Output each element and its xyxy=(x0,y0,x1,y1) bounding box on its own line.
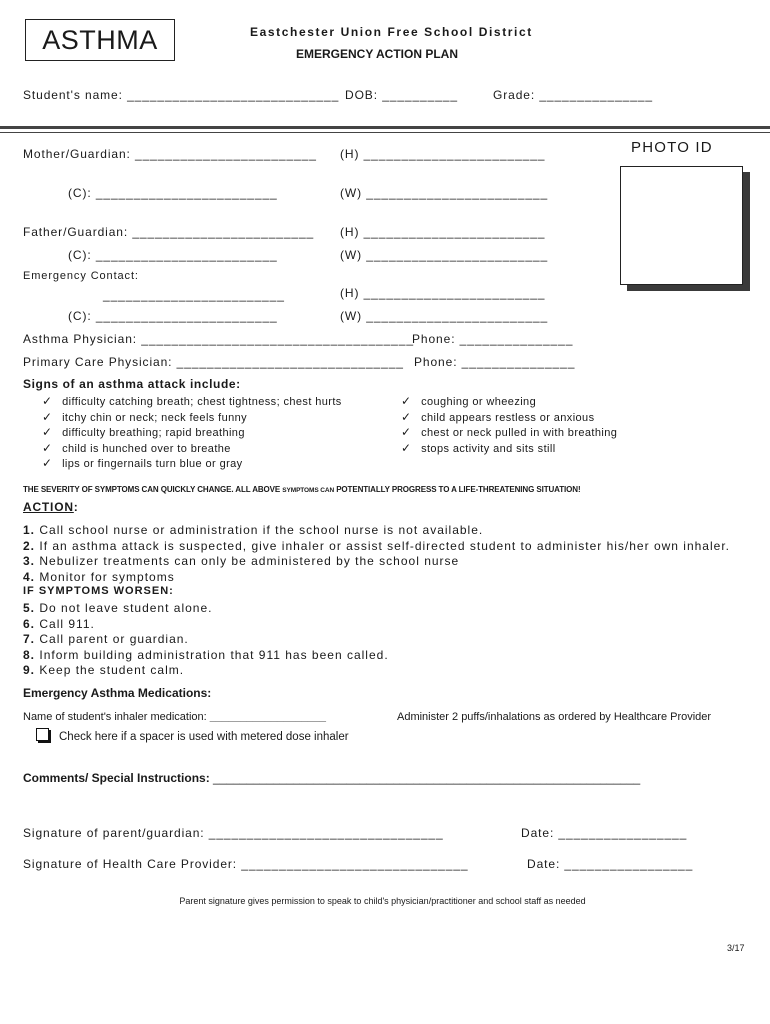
provider-date-label: Date: xyxy=(527,857,561,871)
sign-text: itchy chin or neck; neck feels funny xyxy=(62,411,248,424)
provider-signature-label: Signature of Health Care Provider: xyxy=(23,857,238,871)
check-icon: ✓ xyxy=(42,409,53,424)
father-cell-row xyxy=(68,248,278,262)
inhaler-label: Name of student's inhaler medication: xyxy=(23,711,207,723)
inhaler-row xyxy=(23,711,326,723)
asthma-physician-phone-label: Phone: xyxy=(412,332,456,346)
step-text: Keep the student calm. xyxy=(39,663,185,678)
sign-text: lips or fingernails turn blue or gray xyxy=(62,458,243,471)
version-number: 3/17 xyxy=(727,943,745,953)
action-heading-text: ACTION xyxy=(23,500,74,514)
sign-item xyxy=(42,441,342,457)
step-number: 7. xyxy=(23,632,36,647)
father-field[interactable]: ________________________ xyxy=(132,225,315,239)
permission-note: Parent signature gives permission to speak to child's physician/practitioner and school staff as needed xyxy=(179,896,586,906)
grade-field[interactable]: _______________ xyxy=(539,88,653,102)
emergency-work-field[interactable]: ________________________ xyxy=(366,309,549,323)
student-name-field[interactable]: ____________________________ xyxy=(127,88,340,102)
parent-signature-row xyxy=(23,826,444,840)
spacer-label: Check here if a spacer is used with metered dose inhaler xyxy=(59,731,349,743)
sign-text: difficulty catching breath; chest tightness; chest hurts xyxy=(62,396,342,408)
action-step xyxy=(23,554,730,570)
mother-home-row xyxy=(340,147,545,161)
father-home-label: (H) xyxy=(340,225,360,239)
provider-signature-field[interactable]: ______________________________ xyxy=(241,857,469,871)
mother-cell-label: (C): xyxy=(68,186,92,200)
check-icon: ✓ xyxy=(42,440,53,455)
mother-home-label: (H) xyxy=(340,147,360,161)
divider-thin xyxy=(0,132,770,133)
form-badge: ASTHMA xyxy=(25,19,175,61)
action-step xyxy=(23,617,730,633)
student-name-row xyxy=(23,88,339,102)
emergency-home-field[interactable]: ________________________ xyxy=(363,286,546,300)
action-heading-colon: : xyxy=(73,500,79,514)
step-text: Call parent or guardian. xyxy=(39,632,189,647)
student-name-label: Student's name: xyxy=(23,88,123,102)
asthma-physician-row xyxy=(23,332,414,346)
check-icon: ✓ xyxy=(401,409,412,424)
action-step xyxy=(23,632,730,648)
step-number: 8. xyxy=(23,647,36,662)
grade-row xyxy=(493,88,653,102)
sign-text: child appears restless or anxious xyxy=(421,411,595,424)
mother-cell-field[interactable]: ________________________ xyxy=(95,186,278,200)
asthma-physician-phone-field[interactable]: _______________ xyxy=(459,332,574,346)
step-text: Do not leave student alone. xyxy=(39,600,213,615)
parent-signature-field[interactable]: _______________________________ xyxy=(208,826,444,840)
step-text: Inform building administration that 911 has been called. xyxy=(39,647,389,662)
emergency-contact-field[interactable]: ________________________ xyxy=(103,288,285,302)
primary-physician-phone-row xyxy=(414,355,575,369)
spacer-checkbox[interactable] xyxy=(36,728,49,741)
grade-label: Grade: xyxy=(493,88,536,102)
sign-item xyxy=(401,394,617,410)
action-steps xyxy=(23,523,730,679)
primary-physician-row xyxy=(23,355,404,369)
sign-item xyxy=(401,441,617,457)
photo-id-label: PHOTO ID xyxy=(631,139,713,156)
sign-item xyxy=(401,410,617,426)
comments-label: Comments/ Special Instructions: xyxy=(23,771,210,785)
step-text: Call 911. xyxy=(39,616,95,631)
mother-home-field[interactable]: ________________________ xyxy=(363,147,546,161)
provider-signature-row xyxy=(23,857,468,871)
father-label: Father/Guardian: xyxy=(23,225,129,239)
inhaler-field[interactable]: ___________________ xyxy=(209,711,327,723)
asthma-physician-phone-row xyxy=(412,332,573,346)
emergency-cell-field[interactable]: ________________________ xyxy=(95,309,278,323)
sign-text: chest or neck pulled in with breathing xyxy=(421,427,618,440)
page-title: EMERGENCY ACTION PLAN xyxy=(296,47,459,61)
action-heading xyxy=(23,500,79,514)
primary-physician-phone-label: Phone: xyxy=(414,355,458,369)
emergency-cell-row xyxy=(68,309,278,323)
parent-date-field[interactable]: _________________ xyxy=(558,826,688,840)
parent-signature-label: Signature of parent/guardian: xyxy=(23,826,205,840)
asthma-physician-label: Asthma Physician: xyxy=(23,332,138,346)
sign-text: stops activity and sits still xyxy=(421,442,556,455)
primary-physician-phone-field[interactable]: _______________ xyxy=(461,355,576,369)
dob-field[interactable]: __________ xyxy=(382,88,458,102)
parent-date-label: Date: xyxy=(521,826,555,840)
warning-part-3: POTENTIALLY PROGRESS TO A LIFE-THREATENING SITUATION! xyxy=(336,485,581,494)
warning-part-1: THE SEVERITY OF SYMPTOMS CAN QUICKLY CHANGE. ALL ABOVE xyxy=(23,485,281,494)
asthma-physician-field[interactable]: ____________________________________ xyxy=(141,332,414,346)
sign-item xyxy=(42,456,342,472)
father-work-label: (W) xyxy=(340,248,363,262)
photo-id-box xyxy=(620,166,743,285)
check-icon: ✓ xyxy=(401,425,412,440)
emergency-contact-label: Emergency Contact: xyxy=(23,270,139,282)
father-row xyxy=(23,225,314,239)
sign-text: coughing or wheezing xyxy=(421,396,537,408)
step-text: If an asthma attack is suspected, give inhaler or assist self-directed student to administer his/her own inhaler. xyxy=(39,538,730,553)
mother-work-label: (W) xyxy=(340,186,363,200)
sign-item xyxy=(42,394,342,410)
mother-field[interactable]: ________________________ xyxy=(135,147,317,161)
mother-cell-row xyxy=(68,186,278,200)
step-text: Call school nurse or administration if the school nurse is not available. xyxy=(39,523,484,537)
action-step xyxy=(23,570,730,586)
sign-text: child is hunched over to breathe xyxy=(62,442,231,455)
step-number: 9. xyxy=(23,663,36,678)
check-icon: ✓ xyxy=(42,456,53,471)
mother-label: Mother/Guardian: xyxy=(23,147,131,161)
father-home-field[interactable]: ________________________ xyxy=(363,225,546,239)
step-number: 1. xyxy=(23,523,36,537)
action-step xyxy=(23,648,730,664)
sign-item xyxy=(42,410,342,426)
administer-instructions: Administer 2 puffs/inhalations as ordered by Healthcare Provider xyxy=(397,711,712,723)
step-number: 6. xyxy=(23,616,36,631)
father-work-row xyxy=(340,248,548,262)
severity-warning xyxy=(23,485,581,494)
emergency-cell-label: (C): xyxy=(68,309,92,323)
primary-physician-label: Primary Care Physician: xyxy=(23,355,173,369)
medications-heading: Emergency Asthma Medications: xyxy=(23,686,212,700)
sign-item xyxy=(42,425,342,441)
signs-heading: Signs of an asthma attack include: xyxy=(23,377,241,391)
worsen-heading: IF SYMPTOMS WORSEN: xyxy=(23,585,174,598)
provider-date-row xyxy=(527,857,693,871)
step-text: Nebulizer treatments can only be administered by the school nurse xyxy=(39,554,460,569)
sign-text: difficulty breathing; rapid breathing xyxy=(62,427,245,440)
mother-row xyxy=(23,147,317,161)
comments-field[interactable]: ________________________________________________________________ xyxy=(213,771,641,785)
signs-list-left xyxy=(42,394,342,472)
district-name: Eastchester Union Free School District xyxy=(250,25,533,39)
emergency-work-row xyxy=(340,309,548,323)
emergency-home-row xyxy=(340,286,545,300)
father-cell-label: (C): xyxy=(68,248,92,262)
provider-date-field[interactable]: _________________ xyxy=(564,857,694,871)
parent-date-row xyxy=(521,826,687,840)
action-step xyxy=(23,663,730,679)
mother-work-field[interactable]: ________________________ xyxy=(366,186,549,200)
step-number: 2. xyxy=(23,538,36,553)
check-icon: ✓ xyxy=(42,394,53,408)
check-icon: ✓ xyxy=(401,440,412,455)
dob-row xyxy=(345,88,458,102)
action-step xyxy=(23,539,730,555)
signs-list-right xyxy=(401,394,617,456)
sign-item xyxy=(401,425,617,441)
primary-physician-field[interactable]: ______________________________ xyxy=(176,355,404,369)
step-number: 5. xyxy=(23,600,36,615)
step-number: 3. xyxy=(23,554,36,569)
divider-thick xyxy=(0,126,770,129)
check-icon: ✓ xyxy=(401,394,412,408)
dob-label: DOB: xyxy=(345,88,378,102)
warning-part-2: SYMPTOMS CAN xyxy=(282,487,335,494)
action-step xyxy=(23,601,730,617)
step-number: 4. xyxy=(23,569,36,584)
father-cell-field[interactable]: ________________________ xyxy=(95,248,278,262)
father-home-row xyxy=(340,225,545,239)
mother-work-row xyxy=(340,186,548,200)
emergency-work-label: (W) xyxy=(340,309,363,323)
action-step xyxy=(23,523,730,539)
emergency-home-label: (H) xyxy=(340,286,360,300)
step-text: Monitor for symptoms xyxy=(39,569,175,584)
comments-row xyxy=(23,771,640,785)
check-icon: ✓ xyxy=(42,425,53,440)
father-work-field[interactable]: ________________________ xyxy=(366,248,549,262)
